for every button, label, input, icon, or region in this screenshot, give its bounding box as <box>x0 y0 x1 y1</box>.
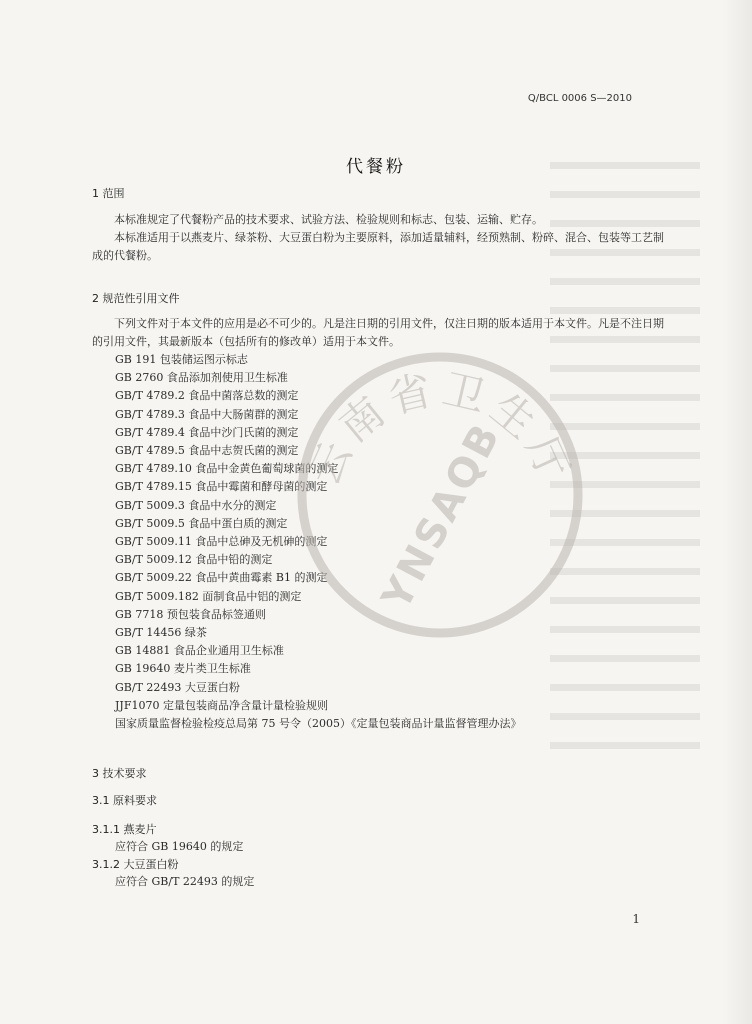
reference-item: 国家质量监督检验检疫总局第 75 号令（2005）《定量包装商品计量监督管理办法》 <box>115 717 522 731</box>
reference-item: GB 191 包装储运图示标志 <box>115 353 248 366</box>
reference-item: GB 7718 预包装食品标签通则 <box>115 607 266 621</box>
reference-item: GB 2760 食品添加剂使用卫生标准 <box>115 371 288 385</box>
reference-item: GB/T 4789.3 食品中大肠菌群的测定 <box>115 407 299 421</box>
section-3-1-1-heading: 3.1.1 燕麦片 <box>92 823 157 836</box>
reference-item: GB 14881 食品企业通用卫生标准 <box>115 644 284 658</box>
seal-text-mid: YNSAQB <box>373 414 511 618</box>
page-number: 1 <box>632 912 640 926</box>
reference-item: GB 19640 麦片类卫生标准 <box>115 662 251 676</box>
reference-item: GB/T 5009.22 食品中黄曲霉素 B1 的测定 <box>115 571 328 585</box>
seal-text-top: 云南省卫生厅 <box>298 364 582 493</box>
reference-item: JJF1070 定量包装商品净含量计量检验规则 <box>115 698 328 712</box>
section-3-heading: 3 技术要求 <box>92 767 147 780</box>
section-1-paragraph-1: 本标准规定了代餐粉产品的技术要求、试验方法、检验规则和标志、包装、运输、贮存。 <box>114 213 543 226</box>
reference-list <box>115 351 521 733</box>
standard-code: Q/BCL 0006 S—2010 <box>527 93 632 104</box>
reference-item: GB/T 22493 大豆蛋白粉 <box>115 680 240 694</box>
document-title: 代餐粉 <box>346 157 406 177</box>
reference-item: GB/T 5009.11 食品中总砷及无机砷的测定 <box>115 535 328 549</box>
reference-item: GB/T 4789.10 食品中金黄色葡萄球菌的测定 <box>115 462 339 476</box>
reference-item: GB/T 4789.15 食品中霉菌和酵母菌的测定 <box>115 480 328 494</box>
reference-item: GB/T 4789.2 食品中菌落总数的测定 <box>115 389 299 403</box>
reference-item: GB/T 5009.5 食品中蛋白质的测定 <box>115 516 288 530</box>
reference-item: GB/T 5009.12 食品中铅的测定 <box>115 553 273 567</box>
section-2-intro: 下列文件对于本文件的应用是必不可少的。凡是注日期的引用文件，仅注日期的版本适用于本文件。凡是不注日期的引用文件，其最新版本（包括所有的修改单）适用于本文件。 <box>92 317 664 348</box>
reference-item: GB/T 14456 绿茶 <box>115 626 207 640</box>
reference-item: GB/T 5009.182 面制食品中铝的测定 <box>115 589 302 603</box>
section-1-paragraph-2: 本标准适用于以燕麦片、绿茶粉、大豆蛋白粉为主要原料，添加适量辅料，经预熟制、粉碎、混合、包装等工艺制成的代餐粉。 <box>92 231 664 262</box>
section-3-1-heading: 3.1 原料要求 <box>92 794 157 807</box>
section-3-1-2-heading: 3.1.2 大豆蛋白粉 <box>92 858 179 871</box>
section-3-1-2-text: 应符合 GB/T 22493 的规定 <box>115 875 255 888</box>
section-2-heading: 2 规范性引用文件 <box>92 292 180 305</box>
reference-item: GB/T 5009.3 食品中水分的测定 <box>115 498 277 512</box>
reference-item: GB/T 4789.5 食品中志贺氏菌的测定 <box>115 444 299 458</box>
section-1-heading: 1 范围 <box>92 187 125 200</box>
reference-item: GB/T 4789.4 食品中沙门氏菌的测定 <box>115 425 299 439</box>
section-3-1-1-text: 应符合 GB 19640 的规定 <box>115 840 244 853</box>
